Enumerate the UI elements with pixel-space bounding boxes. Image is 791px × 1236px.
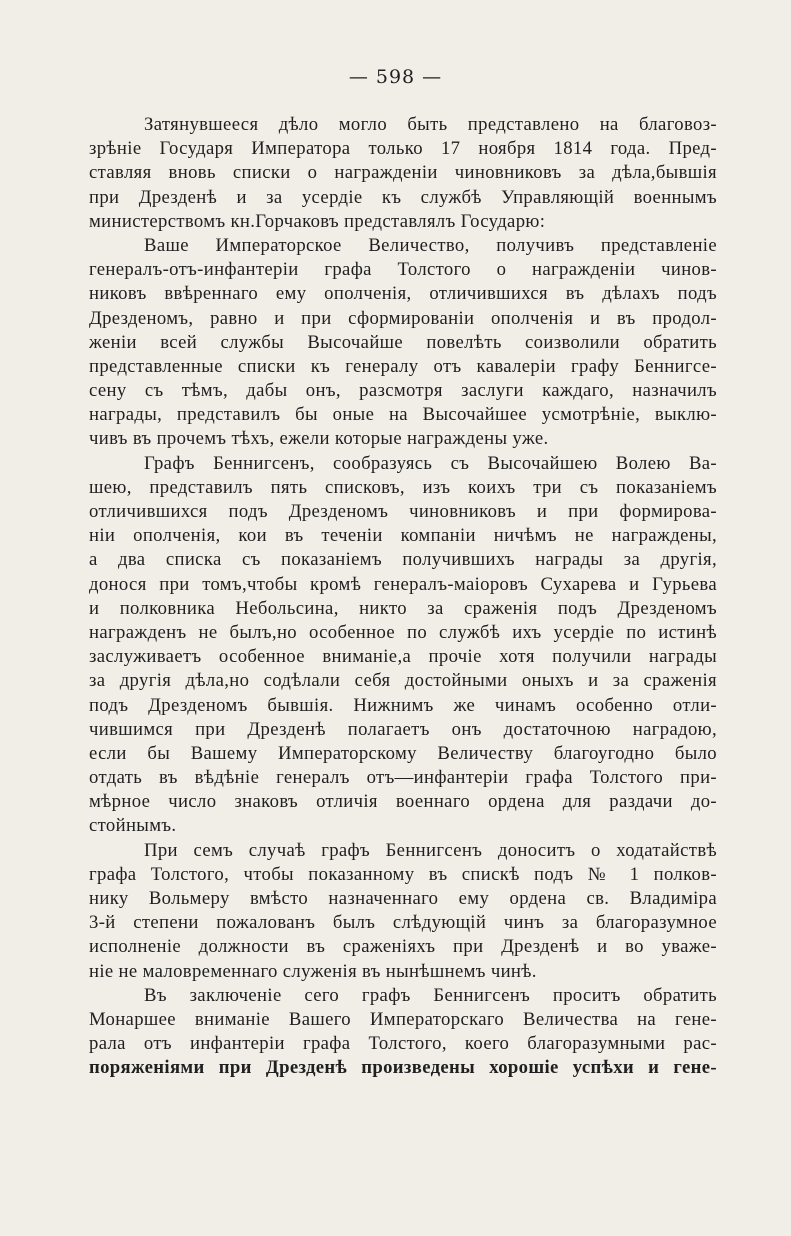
text-line: Въ заключеніе сего графъ Беннигсенъ проситъ обратить bbox=[144, 984, 717, 1006]
text-line: При семъ случаѣ графъ Беннигсенъ доноситъ о ходатайствѣ bbox=[144, 839, 717, 861]
text-line: награжденъ не былъ,но особенное по службѣ ихъ усердіе по истинѣ bbox=[89, 621, 717, 643]
text-line: стойнымъ. bbox=[89, 815, 177, 837]
text-line: графа Толстого, чтобы показанному въ спискѣ подъ № 1 полков- bbox=[89, 863, 717, 885]
text-line: Ваше Императорское Величество, получивъ представленіе bbox=[144, 234, 717, 256]
text-line: отличившихся подъ Дрезденомъ чиновниковъ и при формирова- bbox=[89, 501, 717, 522]
paragraph-3 bbox=[89, 452, 717, 839]
text-line: рала отъ инфантеріи графа Толстого, коего благоразумными рас- bbox=[89, 1033, 717, 1055]
text-line: а два списка съ показаніемъ получившихъ награды за другія, bbox=[89, 549, 717, 571]
text-line: Затянувшееся дѣло могло быть представлено на благовоз- bbox=[144, 114, 717, 135]
body-text bbox=[89, 113, 717, 1081]
text-line: женіи всей службы Высочайше повелѣть соизволили обратить bbox=[89, 331, 717, 353]
text-line: исполненіе должности въ сраженіяхъ при Дрезденѣ и во уваже- bbox=[89, 936, 717, 958]
page-number: — 598 — bbox=[348, 66, 443, 88]
text-line: ніи ополченія, кои въ теченіи компаніи ничѣмъ не награждены, bbox=[89, 525, 717, 547]
paragraph-2 bbox=[89, 234, 717, 452]
text-line: поряженіями при Дрезденѣ произведены хорошіе успѣхи и гене- bbox=[89, 1057, 717, 1079]
text-line: заслуживаетъ особенное вниманіе,а прочіе хотя получили награды bbox=[89, 646, 717, 668]
text-line: если бы Вашему Императорскому Величеству благоугодно было bbox=[89, 742, 717, 764]
text-line: 3-й степени пожалованъ былъ слѣдующій чинъ за благоразумное bbox=[89, 912, 717, 934]
text-line: ставляя вновь списки о награжденіи чиновниковъ за дѣла,бывшія bbox=[89, 162, 717, 184]
text-line: отдать въ вѣдѣніе генералъ отъ—инфантеріи графа Толстого при- bbox=[89, 767, 717, 789]
text-line: донося при томъ,чтобы кромѣ генералъ-маіоровъ Сухарева и Гурьева bbox=[89, 573, 717, 595]
paragraph-1 bbox=[89, 113, 717, 234]
text-line: никовъ ввѣреннаго ему ополченія, отличившихся въ дѣлахъ подъ bbox=[89, 283, 717, 305]
text-line: представленные списки къ генералу отъ кавалеріи графу Беннигсе- bbox=[89, 355, 717, 377]
text-line: Дрезденомъ, равно и при сформированіи ополченія и въ продол- bbox=[89, 307, 717, 329]
text-line: нику Вольмеру вмѣсто назначеннаго ему ордена св. Владиміра bbox=[89, 888, 717, 909]
text-line: за другія дѣла,но содѣлали себя достойными оныхъ и за сраженія bbox=[89, 670, 717, 692]
text-line: чивъ въ прочемъ тѣхъ, ежели которые награждены уже. bbox=[89, 428, 549, 450]
text-line: Монаршее вниманіе Вашего Императорскаго Величества на гене- bbox=[89, 1008, 717, 1030]
paragraph-4 bbox=[89, 839, 717, 984]
text-line: награды, представилъ бы оные на Высочайшее усмотрѣніе, выклю- bbox=[89, 404, 717, 426]
paragraph-5 bbox=[89, 984, 717, 1081]
text-line: чившимся при Дрезденѣ полагаетъ онъ достаточною наградою, bbox=[89, 718, 717, 740]
text-line: генералъ-отъ-инфантеріи графа Толстого о награжденіи чинов- bbox=[89, 259, 717, 281]
text-line: ніе не маловременнаго служенія въ нынѣшнемъ чинѣ. bbox=[89, 960, 537, 982]
text-line: подъ Дрезденомъ бывшія. Нижнимъ же чинамъ особенно отли- bbox=[89, 694, 717, 716]
text-line: и полковника Небольсина, никто за сраженія подъ Дрезденомъ bbox=[89, 597, 717, 619]
text-line: мѣрное число знаковъ отличія военнаго ордена для раздачи до- bbox=[89, 791, 717, 813]
text-line: Графъ Беннигсенъ, сообразуясь съ Высочайшею Волею Ва- bbox=[144, 452, 717, 474]
text-line: зрѣніе Государя Императора только 17 ноября 1814 года. Пред- bbox=[89, 138, 717, 160]
text-line: при Дрезденѣ и за усердіе къ службѣ Управляющій военнымъ bbox=[89, 186, 717, 208]
text-line: сену съ тѣмъ, дабы онъ, разсмотря заслуги каждаго, назначилъ bbox=[89, 380, 717, 402]
text-line: министерствомъ кн.Горчаковъ представлялъ Государю: bbox=[89, 210, 546, 232]
text-line: шею, представилъ пять списковъ, изъ коихъ три съ показаніемъ bbox=[89, 476, 717, 498]
